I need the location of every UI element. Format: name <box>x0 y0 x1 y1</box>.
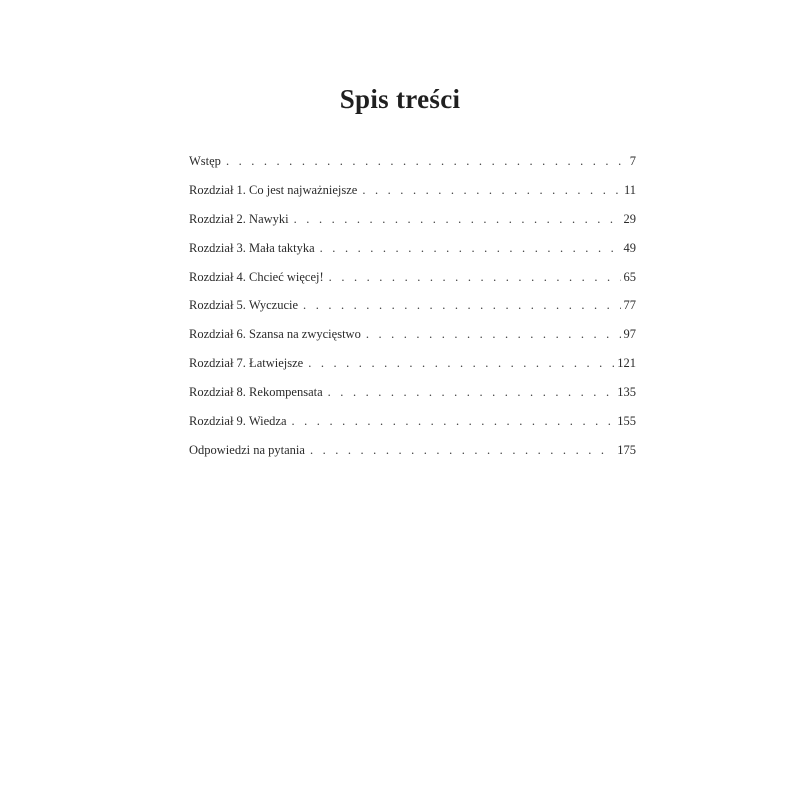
toc-entry-label: Odpowiedzi na pytania <box>189 442 305 457</box>
toc-dot-leader <box>294 209 621 229</box>
toc-entry <box>189 440 636 469</box>
page-title: Spis treści <box>339 84 461 115</box>
toc-entry-label: Wstęp <box>189 154 221 168</box>
toc-entry-page: 49 <box>623 240 636 255</box>
toc-dot-leader <box>226 151 627 171</box>
toc-entry-label: Rozdział 8. Rekompensata <box>189 385 323 400</box>
toc-entry-page: 7 <box>629 154 636 168</box>
table-of-contents <box>189 151 636 469</box>
toc-entry <box>189 267 636 296</box>
toc-entry-page: 97 <box>623 327 636 342</box>
toc-dot-leader <box>320 238 621 258</box>
toc-entry-page: 77 <box>623 298 636 313</box>
toc-dot-leader <box>362 180 621 200</box>
toc-entry <box>189 151 636 180</box>
toc-dot-leader <box>366 324 621 344</box>
toc-dot-leader <box>310 440 614 460</box>
toc-entry-page: 121 <box>617 356 636 371</box>
toc-entry-page: 135 <box>617 385 636 400</box>
toc-entry-page: 11 <box>623 182 636 197</box>
toc-entry <box>189 295 636 324</box>
toc-entry-label: Rozdział 1. Co jest najważniejsze <box>189 182 358 197</box>
toc-entry <box>189 353 636 382</box>
toc-entry-label: Rozdział 5. Wyczucie <box>189 298 299 313</box>
toc-entry <box>189 411 636 440</box>
toc-entry <box>189 209 636 238</box>
toc-dot-leader <box>292 411 615 431</box>
toc-entry-label: Rozdział 3. Mała taktyka <box>189 240 315 255</box>
toc-entry-label: Rozdział 4. Chcieć więcej! <box>189 269 324 284</box>
toc-entry-label: Rozdział 9. Wiedza <box>189 414 287 429</box>
toc-dot-leader <box>303 295 620 315</box>
toc-dot-leader <box>308 353 614 373</box>
toc-entry-label: Rozdział 7. Łatwiejsze <box>189 356 304 371</box>
toc-entry-page: 175 <box>617 442 636 457</box>
toc-entry-page: 65 <box>623 269 636 284</box>
toc-dot-leader <box>328 382 615 402</box>
toc-entry-label: Rozdział 6. Szansa na zwycięstwo <box>189 327 361 342</box>
toc-entry <box>189 382 636 411</box>
toc-entry-page: 155 <box>617 414 636 429</box>
toc-entry-page: 29 <box>623 211 636 226</box>
toc-entry <box>189 324 636 353</box>
toc-entry <box>189 180 636 209</box>
toc-dot-leader <box>329 267 621 287</box>
toc-entry <box>189 238 636 267</box>
toc-entry-label: Rozdział 2. Nawyki <box>189 211 289 226</box>
